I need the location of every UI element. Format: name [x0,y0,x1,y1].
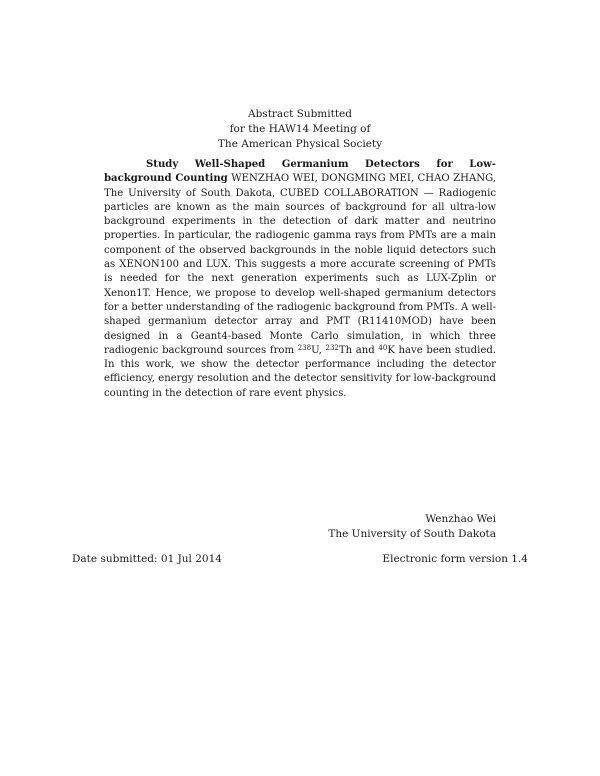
submitter-signature [328,512,496,542]
isotope-potassium-symbol: K [387,344,395,356]
abstract-text-part1: Radiogenic particles are known as the main sources of background for all ultra-low background experiments in the detection of dark matter and neutrino properties. In particular, the radiogenic gamma rays from PMTs are a main component of the observed backgrounds in the noble liquid detectors such as XENON100 and LUX. This suggests a more accurate screening of PMTs is needed for the next generation experiments such as LUX-Zplin or Xenon1T. Hence, we propose to develop well-shaped germanium detectors for a better understanding of the radiogenic background from PMTs. A well-shaped germanium detector array and PMT (R11410MOD) have been designed in a Geant4-based Monte Carlo simulation, in which three radiogenic background sources from [104,187,496,356]
header-line-meeting: for the HAW14 Meeting of [229,123,371,135]
submitter-affiliation: The University of South Dakota [328,528,496,540]
date-submitted: Date submitted: 01 Jul 2014 [72,553,222,565]
header-line-society: The American Physical Society [217,138,383,150]
abstract-text-part2: have been studied. In this work, we show the detector performance including the detector efficiency, energy resolution and the detector sensitivity for low-background counting in the detection of rare event physics. [104,344,496,399]
abstract-separator: — [418,187,439,199]
isotope-thorium-symbol: Th and [338,344,379,356]
isotope-thorium-mass: 232 [325,343,339,352]
isotope-uranium-symbol: U, [311,344,322,356]
submitter-name: Wenzhao Wei [425,513,496,525]
isotope-potassium-mass: 40 [378,343,388,352]
abstract-title: Study Well-Shaped Germanium Detectors for Low-background Counting [104,159,496,185]
header-line-abstract-submitted: Abstract Submitted [248,108,352,120]
submission-header [0,107,600,152]
isotope-uranium-mass: 238 [297,343,312,352]
form-version: Electronic form version 1.4 [382,553,528,565]
abstract-body [104,158,496,401]
abstract-authors: WENZHAO WEI, DONGMING MEI, CHAO ZHANG, The University of South Dakota, CUBED COLLABORATION [104,173,496,199]
